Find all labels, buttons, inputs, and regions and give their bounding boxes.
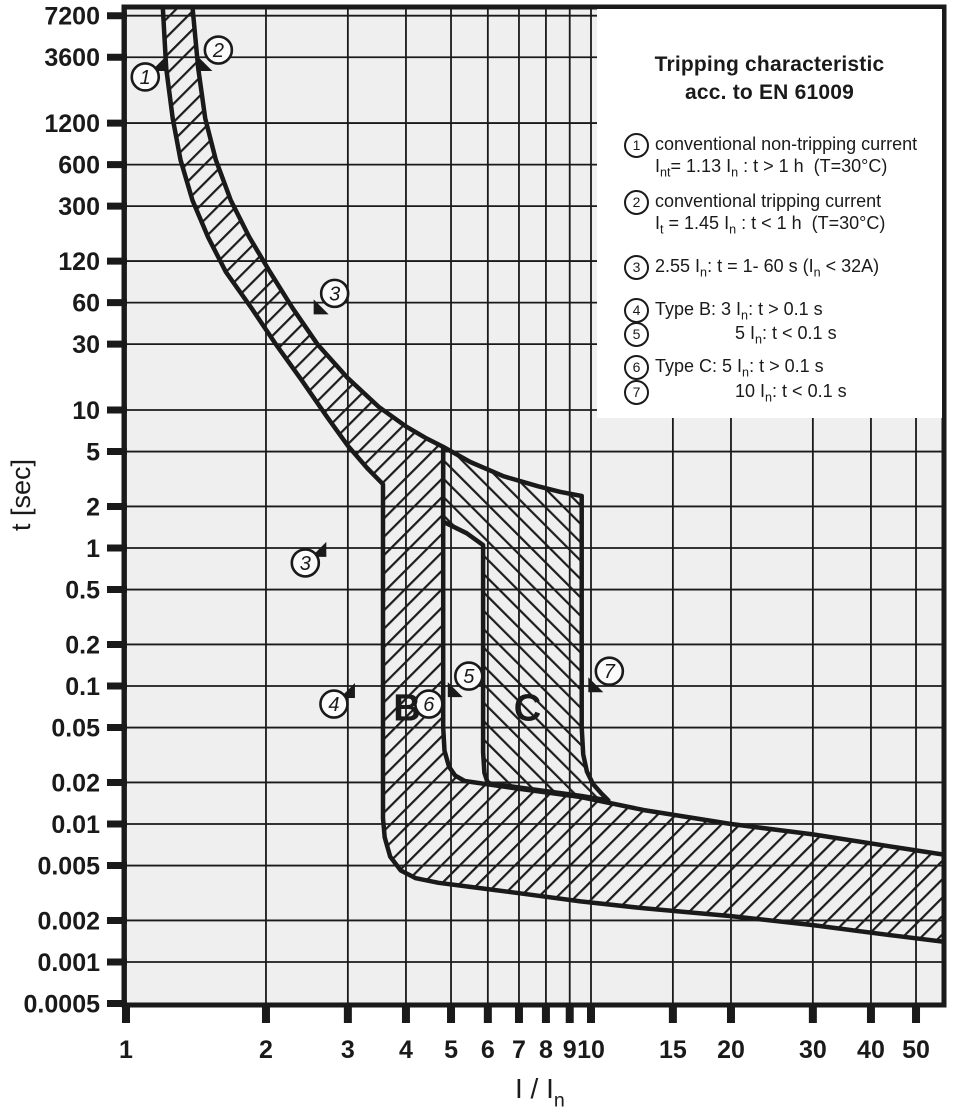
annotation-number: 3 [329,283,341,306]
tick-label-x-4: 4 [399,1036,413,1064]
tick-label-y-1: 1 [86,535,100,563]
legend-item-text: 10 $I_n$: t < 0.1 s [735,381,847,405]
tick-label-y-300: 300 [58,193,100,222]
legend-item-text: 2.55 $I_n$: t = 1- 60 s $(I_n < 32A)$ [655,256,880,280]
annotation-number: 5 [463,666,475,689]
legend-title-line1: Tripping characteristic [654,53,885,76]
tick-label-y-0.01: 0.01 [51,811,100,839]
annotation-number: 6 [423,694,435,717]
tick-label-x-3: 3 [340,1036,355,1064]
legend-item-number: 1 [624,133,649,158]
tick-label-x-6: 6 [480,1036,495,1064]
legend-item-text: Type C: 5 $I_n$: t > 0.1 s [655,356,824,380]
tick-label-y-120: 120 [58,248,100,277]
tick-label-y-0.001: 0.001 [37,949,100,977]
tick-label-x-50: 50 [902,1036,930,1064]
tick-label-y-30: 30 [72,331,100,360]
legend-box [597,9,942,418]
tick-label-y-0.0005: 0.0005 [23,990,100,1019]
tick-label-x-7: 7 [512,1036,526,1064]
zone-label-C: C [513,687,542,730]
tick-label-x-9: 9 [562,1036,577,1064]
tick-label-x-8: 8 [538,1036,553,1064]
tick-label-x-30: 30 [798,1036,827,1064]
tick-label-y-60: 60 [72,289,100,318]
legend-item-number: 4 [624,298,649,323]
tick-label-x-40: 40 [857,1036,885,1064]
tick-label-y-5: 5 [86,438,100,467]
tick-label-x-1: 1 [119,1036,133,1064]
y-axis-title: t [sec] [6,458,36,532]
annotation-number: 3 [299,552,311,575]
legend-item-number: 3 [624,255,649,280]
tick-label-y-2: 2 [86,493,100,522]
legend-item-text: conventional non-tripping current $I_{nt}= 1.13$ $I_n$ : t > 1 h (T=30°C) [655,134,918,180]
tick-label-y-7200: 7200 [44,2,100,31]
tick-label-y-1200: 1200 [44,110,100,139]
tick-label-y-0.1: 0.1 [65,673,100,701]
legend-item-number: 2 [624,190,649,215]
legend-item-number: 7 [624,380,649,405]
tick-label-y-10: 10 [72,397,100,425]
tick-label-y-0.05: 0.05 [51,714,100,743]
legend-item-text: conventional tripping current $I_t = 1.45$ $I_n$ : t < 1 h (T=30°C) [655,191,886,237]
tick-label-x-10: 10 [577,1036,605,1064]
tick-label-y-600: 600 [58,151,100,180]
zone-label-B: B [393,687,421,730]
tick-label-y-0.2: 0.2 [65,631,100,660]
tick-label-y-0.002: 0.002 [37,907,100,936]
tick-label-x-15: 15 [658,1036,687,1064]
tick-label-y-0.005: 0.005 [37,852,100,881]
annotation-number: 2 [212,40,224,63]
tick-label-y-0.02: 0.02 [51,769,100,798]
annotation-number: 1 [139,66,151,89]
tick-label-x-5: 5 [444,1036,458,1064]
annotation-number: 4 [328,694,340,717]
legend-item-number: 6 [624,355,649,380]
x-axis-title: I / $I_n$ [515,1073,565,1112]
legend-title-line2: acc. to EN 61009 [685,81,854,104]
legend-title [597,51,942,107]
annotation-number: 7 [603,661,615,684]
tick-label-x-20: 20 [717,1036,745,1064]
tick-label-y-3600: 3600 [44,44,100,73]
legend-item-number: 5 [624,322,649,347]
tick-label-y-0.5: 0.5 [65,576,100,605]
tick-label-x-2: 2 [259,1036,273,1064]
legend-item-text: 5 $I_n$: t < 0.1 s [735,323,837,347]
legend-item-text: Type B: 3 $I_n$: t > 0.1 s [655,299,823,323]
